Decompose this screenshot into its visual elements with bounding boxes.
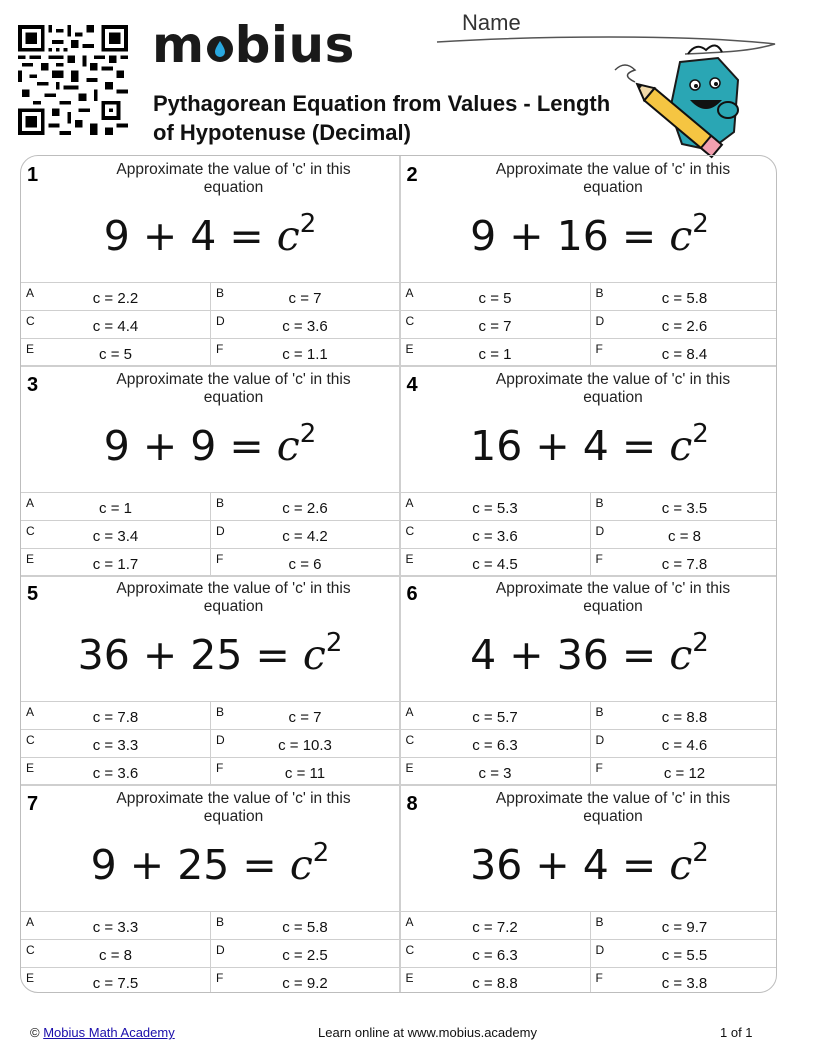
- problem-card: [401, 156, 778, 366]
- equation: [21, 204, 399, 274]
- answer-choice[interactable]: [401, 311, 590, 339]
- equation: [401, 204, 778, 274]
- answer-value: c = 3.3: [92, 737, 139, 754]
- answer-value: c = 3.8: [661, 974, 708, 992]
- answer-value: c = 2.6: [661, 318, 708, 335]
- answer-value: c = 3: [478, 765, 512, 782]
- answer-choice[interactable]: [21, 758, 210, 786]
- equals-sign: =: [621, 631, 657, 679]
- problem-prompt: Approximate the value of 'c' in this equation: [495, 161, 731, 196]
- answer-value: c = 8.8: [472, 974, 518, 992]
- answer-value: c = 10.3: [278, 737, 332, 754]
- answer-choice[interactable]: [401, 968, 590, 994]
- answer-value: c = 3.4: [92, 527, 139, 545]
- answer-value: c = 4.6: [661, 737, 708, 754]
- answer-value: c = 5.3: [472, 499, 518, 517]
- answer-value: c = 1: [99, 499, 132, 517]
- answer-choice[interactable]: [401, 549, 590, 577]
- answer-letter: F: [216, 342, 224, 356]
- plus-sign: +: [535, 840, 570, 889]
- answer-choice[interactable]: [210, 339, 399, 367]
- problem-card: [21, 366, 399, 576]
- problem-prompt: Approximate the value of 'c' in this equation: [495, 789, 731, 825]
- answer-letter: B: [595, 914, 604, 929]
- equals-sign: =: [229, 212, 264, 260]
- answer-letter: E: [405, 342, 414, 356]
- problem-number: 7: [27, 792, 39, 815]
- answer-choices: [21, 911, 399, 994]
- answer-letter: C: [26, 733, 35, 747]
- answer-value: c = 1: [478, 346, 512, 363]
- problem-prompt: Approximate the value of 'c' in this equation: [116, 789, 351, 825]
- answer-choice[interactable]: [590, 968, 778, 994]
- equation-exponent: 2: [299, 418, 317, 449]
- answer-value: c = 9.7: [661, 918, 708, 936]
- equation: [401, 623, 778, 693]
- answer-value: c = 6.3: [472, 946, 518, 964]
- answer-letter: F: [595, 342, 603, 356]
- answer-value: c = 7.8: [92, 709, 139, 726]
- answer-value: c = 5: [478, 290, 512, 307]
- problem-number: 1: [27, 164, 39, 186]
- answer-choice[interactable]: [401, 912, 590, 940]
- mobius-logo: m bius: [152, 16, 355, 74]
- answer-value: c = 9.2: [282, 974, 328, 992]
- equation-term-b: 25: [190, 631, 243, 679]
- answer-choice[interactable]: [401, 702, 590, 730]
- equation-variable: c: [289, 840, 313, 889]
- problem-prompt: Approximate the value of 'c' in this equation: [116, 580, 351, 615]
- answer-choice[interactable]: [210, 493, 399, 521]
- equation-exponent: 2: [692, 209, 709, 239]
- answer-choices: [21, 701, 399, 785]
- answer-value: c = 8.4: [661, 346, 708, 363]
- equals-sign: =: [621, 421, 657, 470]
- answer-choice[interactable]: [21, 912, 210, 940]
- equation-term-a: 36: [470, 840, 523, 889]
- answer-letter: F: [216, 970, 224, 985]
- answer-choice[interactable]: [21, 311, 210, 339]
- equation: [21, 414, 399, 484]
- answer-letter: F: [216, 761, 224, 775]
- answer-choice[interactable]: [590, 730, 778, 758]
- equation-exponent: 2: [692, 837, 709, 868]
- answer-letter: A: [405, 705, 414, 719]
- answer-value: c = 2.6: [282, 499, 328, 517]
- equation: [401, 833, 778, 903]
- problem-number: 8: [406, 792, 418, 815]
- answer-value: c = 1.7: [92, 555, 139, 573]
- answer-choice[interactable]: [590, 283, 778, 311]
- equation-term-b: 4: [582, 421, 609, 470]
- answer-choice[interactable]: [210, 758, 399, 786]
- answer-letter: D: [595, 523, 605, 538]
- copyright-symbol: ©: [30, 1025, 40, 1040]
- answer-value: c = 7.8: [661, 555, 708, 573]
- qr-code: [18, 25, 128, 135]
- equation: [401, 414, 778, 484]
- footer-copyright: [30, 1025, 175, 1040]
- answer-value: c = 12: [663, 765, 706, 782]
- answer-choices: [21, 282, 399, 366]
- answer-choice[interactable]: [21, 549, 210, 577]
- equals-sign: =: [255, 631, 290, 679]
- answer-choice[interactable]: [401, 339, 590, 367]
- answer-letter: C: [26, 523, 35, 538]
- answer-letter: F: [595, 761, 603, 775]
- equation-variable: c: [669, 212, 693, 260]
- answer-choice[interactable]: [21, 940, 210, 968]
- answer-choice[interactable]: [590, 549, 778, 577]
- answer-value: c = 4.2: [282, 527, 328, 545]
- answer-choice[interactable]: [21, 493, 210, 521]
- equation-exponent: 2: [692, 628, 709, 658]
- answer-choice[interactable]: [590, 912, 778, 940]
- answer-letter: E: [405, 970, 414, 985]
- answer-choice[interactable]: [210, 730, 399, 758]
- worksheet-title: Pythagorean Equation from Values - Length of Hypotenuse (Decimal): [153, 91, 611, 145]
- answer-letter: E: [26, 761, 35, 775]
- answer-choices: [401, 911, 778, 994]
- plus-sign: +: [509, 631, 544, 679]
- equation-term-b: 36: [556, 631, 609, 679]
- academy-link[interactable]: Mobius Math Academy: [43, 1025, 175, 1040]
- problem-number: 3: [27, 373, 39, 396]
- answer-value: c = 7: [288, 709, 322, 726]
- problem-grid: [20, 155, 777, 993]
- problem-number: 4: [406, 373, 418, 396]
- footer-center-text: Learn online at www.mobius.academy: [318, 1025, 537, 1040]
- answer-letter: A: [405, 286, 414, 300]
- answer-letter: B: [216, 286, 225, 300]
- answer-value: c = 1.1: [282, 346, 328, 363]
- equation-term-a: 9: [470, 212, 497, 260]
- plus-sign: +: [129, 840, 165, 889]
- problem-prompt: Approximate the value of 'c' in this equation: [495, 370, 731, 406]
- answer-choice[interactable]: [401, 758, 590, 786]
- answer-letter: E: [26, 342, 35, 356]
- answer-letter: F: [595, 551, 603, 566]
- answer-choice[interactable]: [210, 521, 399, 549]
- answer-value: c = 3.6: [472, 527, 518, 545]
- equation-exponent: 2: [325, 628, 343, 658]
- problem-card: [21, 156, 399, 366]
- answer-choice[interactable]: [21, 283, 210, 311]
- answer-value: c = 6: [288, 555, 322, 573]
- answer-value: c = 5: [99, 346, 132, 363]
- equation-variable: c: [669, 840, 693, 889]
- equation-variable: c: [669, 631, 693, 679]
- answer-choice[interactable]: [21, 968, 210, 994]
- equation-term-b: 4: [582, 840, 609, 889]
- answer-choice[interactable]: [590, 493, 778, 521]
- answer-value: c = 7: [478, 318, 512, 335]
- answer-letter: C: [405, 942, 415, 957]
- answer-value: c = 5.7: [472, 709, 518, 726]
- equals-sign: =: [621, 840, 657, 889]
- answer-choice[interactable]: [401, 940, 590, 968]
- answer-value: c = 3.5: [661, 499, 708, 517]
- answer-letter: B: [216, 495, 225, 510]
- answer-choices: [401, 492, 778, 576]
- plus-sign: +: [535, 421, 570, 470]
- problem-card: [401, 575, 778, 785]
- plus-sign: +: [142, 631, 178, 679]
- problem-card: [21, 785, 399, 994]
- answer-choice[interactable]: [590, 702, 778, 730]
- answer-letter: A: [26, 705, 35, 719]
- equation: [21, 833, 399, 903]
- answer-value: c = 8: [99, 946, 132, 964]
- answer-choice[interactable]: [210, 311, 399, 339]
- equation-exponent: 2: [312, 837, 330, 868]
- plus-sign: +: [142, 421, 178, 470]
- answer-letter: D: [595, 314, 605, 328]
- answer-choice[interactable]: [590, 311, 778, 339]
- problem-number: 5: [27, 583, 39, 605]
- answer-choice[interactable]: [401, 493, 590, 521]
- equation-term-a: 16: [470, 421, 523, 470]
- answer-choice[interactable]: [401, 283, 590, 311]
- answer-letter: B: [595, 495, 604, 510]
- answer-letter: A: [405, 914, 414, 929]
- problem-prompt: Approximate the value of 'c' in this equation: [116, 370, 351, 406]
- answer-letter: B: [216, 705, 225, 719]
- equation-term-a: 36: [77, 631, 130, 679]
- equation-variable: c: [276, 212, 300, 260]
- answer-choices: [401, 282, 778, 366]
- equation-term-a: 9: [90, 840, 117, 889]
- answer-letter: C: [405, 523, 415, 538]
- answer-letter: A: [26, 914, 35, 929]
- equals-sign: =: [621, 212, 657, 260]
- equation-variable: c: [302, 631, 326, 679]
- problem-number: 2: [406, 164, 418, 186]
- answer-value: c = 8: [668, 527, 701, 545]
- answer-letter: E: [26, 551, 35, 566]
- answer-value: c = 2.2: [92, 290, 139, 307]
- equation-term-a: 9: [103, 212, 130, 260]
- answer-choice[interactable]: [590, 339, 778, 367]
- answer-letter: C: [26, 942, 35, 957]
- answer-choice[interactable]: [21, 702, 210, 730]
- plus-sign: +: [142, 212, 178, 260]
- equation-term-b: 4: [190, 212, 217, 260]
- answer-value: c = 7: [288, 290, 322, 307]
- name-label: Name: [462, 10, 521, 35]
- mascot-illustration: [610, 40, 760, 160]
- answer-value: c = 5.8: [661, 290, 708, 307]
- problem-prompt: Approximate the value of 'c' in this equation: [116, 161, 351, 196]
- equation-exponent: 2: [692, 418, 709, 449]
- answer-choice[interactable]: [590, 940, 778, 968]
- answer-letter: A: [26, 495, 35, 510]
- answer-value: c = 3.6: [92, 765, 139, 782]
- answer-letter: E: [405, 761, 414, 775]
- logo-drop-icon: [205, 20, 235, 70]
- answer-value: c = 5.8: [282, 918, 328, 936]
- plus-sign: +: [509, 212, 544, 260]
- problem-prompt: Approximate the value of 'c' in this equation: [495, 580, 731, 615]
- answer-value: c = 6.3: [472, 737, 518, 754]
- answer-letter: D: [216, 942, 225, 957]
- answer-choice[interactable]: [590, 758, 778, 786]
- answer-letter: F: [595, 970, 603, 985]
- answer-letter: A: [26, 286, 35, 300]
- page-indicator: 1 of 1: [720, 1025, 753, 1040]
- answer-choice[interactable]: [21, 339, 210, 367]
- equation-variable: c: [669, 421, 693, 470]
- answer-letter: A: [405, 495, 414, 510]
- answer-value: c = 11: [284, 765, 326, 782]
- equation: [21, 623, 399, 693]
- answer-value: c = 4.5: [472, 555, 518, 573]
- equation-term-b: 16: [556, 212, 609, 260]
- answer-letter: D: [216, 733, 225, 747]
- answer-letter: E: [405, 551, 414, 566]
- answer-letter: D: [216, 523, 225, 538]
- answer-choices: [21, 492, 399, 576]
- answer-letter: D: [595, 733, 605, 747]
- answer-choice[interactable]: [210, 968, 399, 994]
- answer-letter: E: [26, 970, 35, 985]
- problem-number: 6: [406, 583, 418, 605]
- answer-letter: D: [216, 314, 225, 328]
- answer-choice[interactable]: [210, 702, 399, 730]
- answer-choice[interactable]: [21, 730, 210, 758]
- answer-choice[interactable]: [210, 912, 399, 940]
- problem-card: [401, 366, 778, 576]
- equation-term-a: 4: [470, 631, 497, 679]
- answer-choice[interactable]: [210, 940, 399, 968]
- equals-sign: =: [242, 840, 277, 889]
- answer-value: c = 3.3: [92, 918, 139, 936]
- answer-choice[interactable]: [210, 283, 399, 311]
- answer-value: c = 2.5: [282, 946, 328, 964]
- equation-exponent: 2: [299, 209, 317, 239]
- answer-choice[interactable]: [590, 521, 778, 549]
- answer-letter: B: [595, 286, 604, 300]
- problem-card: [21, 575, 399, 785]
- equation-term-b: 25: [177, 840, 230, 889]
- answer-letter: B: [216, 914, 225, 929]
- equals-sign: =: [229, 421, 264, 470]
- answer-choice[interactable]: [21, 521, 210, 549]
- equation-variable: c: [276, 421, 300, 470]
- answer-value: c = 3.6: [282, 318, 328, 335]
- answer-value: c = 4.4: [92, 318, 139, 335]
- equation-term-a: 9: [103, 421, 130, 470]
- answer-letter: D: [595, 942, 605, 957]
- answer-choice[interactable]: [401, 730, 590, 758]
- answer-value: c = 7.5: [92, 974, 139, 992]
- answer-letter: C: [405, 733, 415, 747]
- answer-value: c = 8.8: [661, 709, 708, 726]
- answer-choices: [401, 701, 778, 785]
- answer-letter: F: [216, 551, 224, 566]
- answer-value: c = 5.5: [661, 946, 708, 964]
- answer-choice[interactable]: [401, 521, 590, 549]
- answer-letter: B: [595, 705, 604, 719]
- equation-term-b: 9: [190, 421, 217, 470]
- answer-letter: C: [405, 314, 415, 328]
- problem-card: [401, 785, 778, 994]
- answer-value: c = 7.2: [472, 918, 518, 936]
- answer-letter: C: [26, 314, 35, 328]
- answer-choice[interactable]: [210, 549, 399, 577]
